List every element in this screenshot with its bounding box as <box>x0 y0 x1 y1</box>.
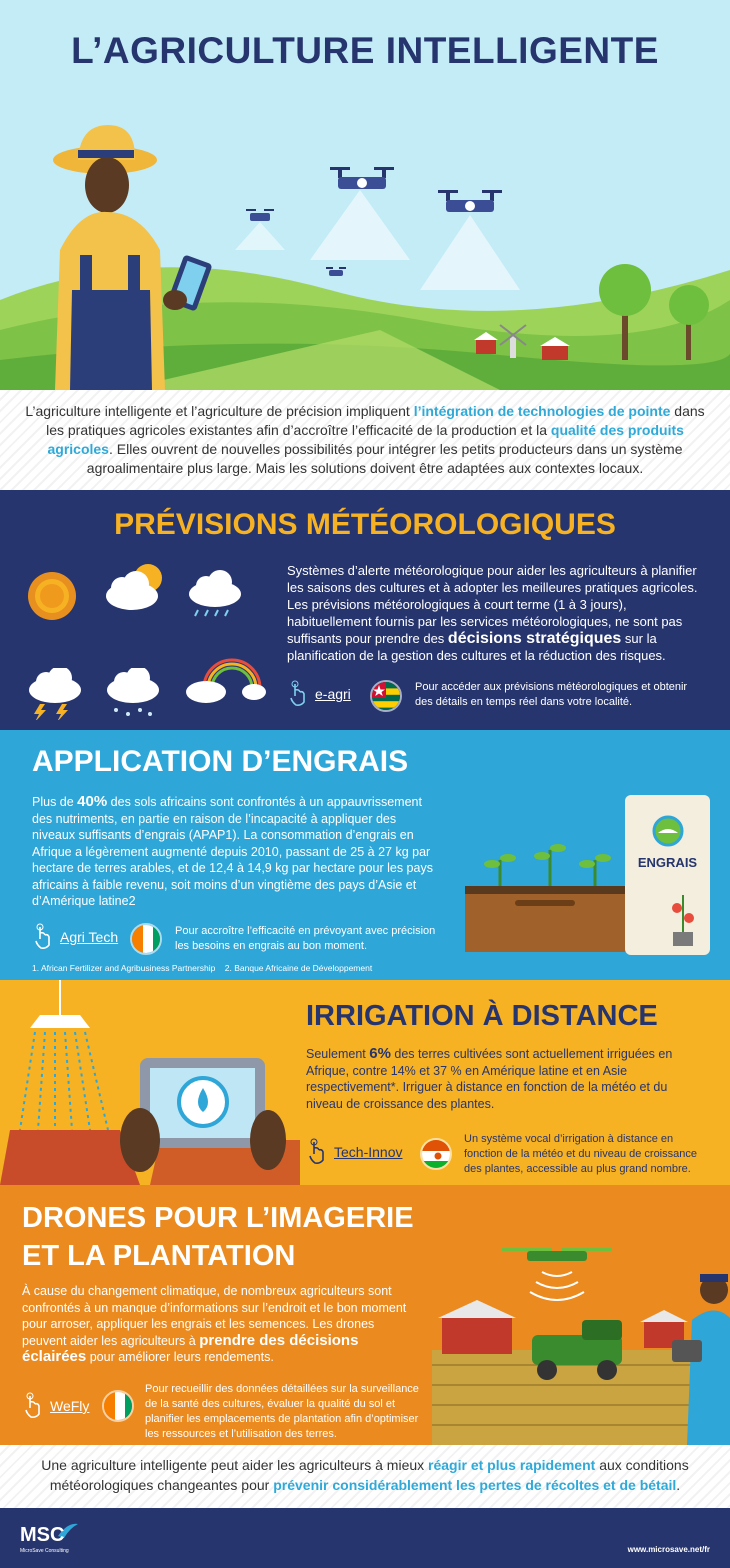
e-agri-link[interactable]: e-agri <box>315 686 351 702</box>
storm-cloud-icon <box>26 668 84 720</box>
drones-paragraph: À cause du changement climatique, de nombreux agriculteurs sont confrontés à un manque d’informations sur l’endroit et le bon moment pour arroser, appliquer les engrais et les semences. Les drones peuvent aider les agriculteurs à prendre des décisions éclairées pour améliorer leurs rendements. <box>22 1284 407 1365</box>
drones-tool <box>22 1392 89 1420</box>
seedling-crate-illustration <box>460 830 640 960</box>
irrigation-illustration <box>0 980 300 1185</box>
weather-tool <box>287 680 351 708</box>
irrigation-section <box>0 980 730 1185</box>
msc-logo-subtitle: MicroSave Consulting <box>20 1548 69 1554</box>
fertilizer-section <box>0 730 730 980</box>
conclusion-paragraph: Une agriculture intelligente peut aider les agriculteurs à mieux réagir et plus rapidement aux conditions météorologiques changeantes pour prévenir considérablement les pertes de récoltes et de bétail. <box>41 1457 689 1493</box>
wefly-link[interactable]: WeFly <box>50 1398 90 1414</box>
weather-section <box>0 490 730 730</box>
fertilizer-bag <box>625 795 710 955</box>
hand-pointer-icon <box>32 923 54 951</box>
hand-pointer-icon <box>306 1138 328 1166</box>
page-title: L’AGRICULTURE INTELLIGENTE <box>71 30 659 71</box>
irrigation-title: IRRIGATION À DISTANCE <box>306 1000 658 1032</box>
sun-cloud-icon <box>102 562 168 612</box>
intro-paragraph: L’agriculture intelligente et l’agriculture de précision impliquent l’intégration de technologies de pointe dans les pratiques agricoles existantes afin d’accroître l’efficacité de la production et la qualité des produits agricoles. Elles ouvrent de nouvelles possibilités pour intégrer les petits producteurs dans un système agroalimentaire plus large. Mais les solutions doivent être adaptées aux contextes locaux. <box>25 403 705 476</box>
togo-flag-icon <box>370 680 402 712</box>
tech-innov-link[interactable]: Tech-Innov <box>334 1144 403 1160</box>
weather-title: PRÉVISIONS MÉTÉOROLOGIQUES <box>114 508 616 541</box>
fertilizer-title: APPLICATION D’ENGRAIS <box>32 745 409 778</box>
fertilizer-tool <box>32 923 118 951</box>
hero-section <box>0 0 730 390</box>
drone-icon <box>330 165 394 195</box>
agri-tech-link[interactable]: Agri Tech <box>60 929 119 945</box>
drone-icon <box>438 188 502 218</box>
hand-pointer-icon <box>22 1392 44 1420</box>
fertilizer-paragraph: Plus de 40% des sols africains sont confrontés à un appauvrissement des nutriments, en partie en raison de l’incapacité à appliquer des niveaux suffisants d’engrais (APAP1). La consommation d’engrais en Afrique a légèrement augmenté depuis 2010, passant de 25 à 27 kg par hectare de terres arables, et de 12,4 à 14,9 kg par hectare pour les pays africains à faible revenu, soit moins d’un vingtième des pays d’Asie et d’Amérique latine2 <box>32 793 433 908</box>
footer <box>0 1508 730 1568</box>
drone-icon <box>246 208 274 224</box>
msc-logo[interactable]: MSC <box>20 1524 65 1546</box>
sun-icon <box>26 570 78 622</box>
fertilizer-tool-note: Pour accroître l’efficacité en prévoyant avec précision les besoins en engrais au bon moment. <box>175 925 436 952</box>
rainbow-cloud-icon <box>184 654 266 706</box>
hand-pointer-icon <box>287 680 309 708</box>
drones-tool-note: Pour recueillir des données détaillées sur la surveillance de la santé des cultures, évaluer la qualité du sol et planifier les emplacements de plantation afin d’optimiser les ressources et l’utilisation des terres. <box>145 1383 419 1440</box>
website-link[interactable]: www.microsave.net/fr <box>627 1545 710 1554</box>
weather-paragraph: Systèmes d’alerte météorologique pour aider les agriculteurs à planifier les saisons des cultures et à adopter les meilleures pratiques agricoles. Les prévisions météorologiques à court terme (1 à 3 jours), habituellement fournis par les services météorologiques, ne sont pas suffisants pour prendre des décisions stratégiques sur la planification de la gestion des cultures et la réduction des risques. <box>287 563 698 663</box>
weather-tool-note: Pour accéder aux prévisions météorologiques et obtenir des détails en temps réel dans votre localité. <box>415 681 688 708</box>
fertilizer-footnotes: 1. African Fertilizer and Agribusiness Partnership 2. Banque Africaine de Développement <box>32 963 373 973</box>
intro-section <box>0 390 730 490</box>
tomato-plant-icon <box>663 890 703 950</box>
rain-cloud-icon <box>186 570 244 622</box>
fertilizer-bag-label: ENGRAIS <box>637 855 698 870</box>
irrigation-paragraph: Seulement 6% des terres cultivées sont actuellement irriguées en Afrique, contre 14% et 37 % en Amérique latine et en Asie respectivement*. Irriguer à distance en fonction de la météo et du niveau de croissance des plantes. <box>306 1045 673 1111</box>
cote-divoire-flag-icon <box>102 1390 134 1422</box>
leaf-logo-icon <box>652 815 684 847</box>
drones-title: DRONES POUR L’IMAGERIE ET LA PLANTATION <box>22 1202 414 1272</box>
drones-section <box>0 1185 730 1445</box>
niger-flag-icon <box>420 1138 452 1170</box>
irrigation-tool <box>306 1138 402 1166</box>
conclusion-section <box>0 1445 730 1508</box>
snow-cloud-icon <box>104 668 162 720</box>
cote-divoire-flag-icon <box>130 923 162 955</box>
drone-farm-illustration <box>432 1240 730 1445</box>
drone-icon <box>326 266 346 278</box>
irrigation-tool-note: Un système vocal d’irrigation à distance en fonction de la météo et du niveau de croissance des plantes, accessible au plus grand nombre. <box>464 1133 697 1175</box>
